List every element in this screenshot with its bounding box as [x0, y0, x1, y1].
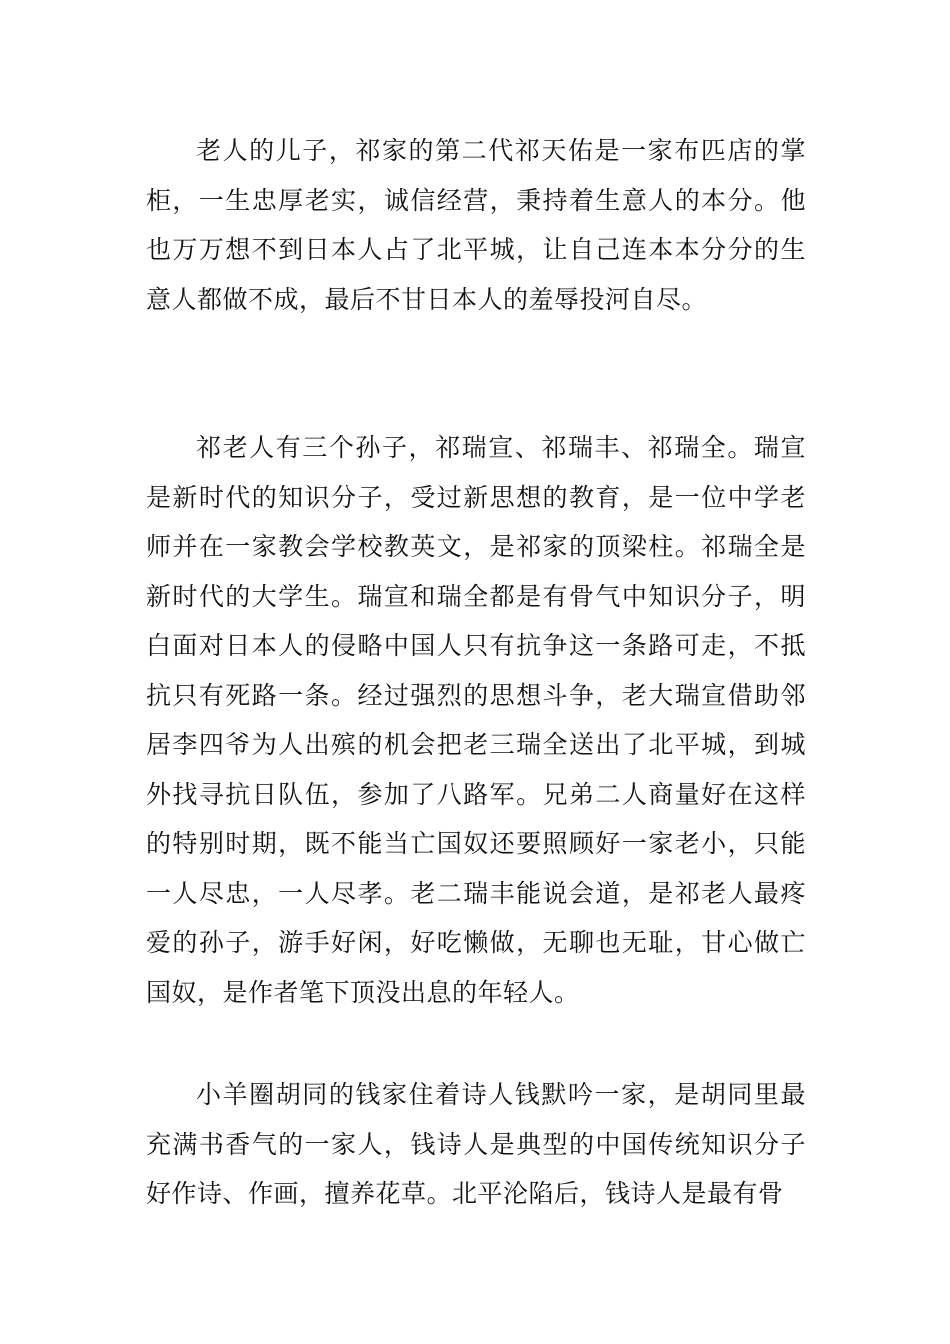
- paragraph-2: 祁老人有三个孙子，祁瑞宣、祁瑞丰、祁瑞全。瑞宣是新时代的知识分子，受过新思想的教育，是一位中学老师并在一家教会学校教英文，是祁家的顶梁柱。祁瑞全是新时代的大学生。瑞宣和瑞全都是有骨气中知识分子，明白面对日本人的侵略中国人只有抗争这一条路可走，不抵抗只有死路一条。经过强烈的思想斗争，老大瑞宣借助邻居李四爷为人出殡的机会把老三瑞全送出了北平城，到城外找寻抗日队伍，参加了八路军。兄弟二人商量好在这样的特别时期，既不能当亡国奴还要照顾好一家老小，只能一人尽忠，一人尽孝。老二瑞丰能说会道，是祁老人最疼爱的孙子，游手好闲，好吃懒做，无聊也无耻，甘心做亡国奴，是作者笔下顶没出息的年轻人。: [146, 433, 806, 1007]
- paragraph-3: 小羊圈胡同的钱家住着诗人钱默吟一家，是胡同里最充满书香气的一家人，钱诗人是典型的中国传统知识分子好作诗、作画，擅养花草。北平沦陷后，钱诗人是最有骨: [146, 1080, 806, 1208]
- paragraph-1: 老人的儿子，祁家的第二代祁天佑是一家布匹店的掌柜，一生忠厚老实，诚信经营，秉持着生意人的本分。他也万万想不到日本人占了北平城，让自己连本本分分的生意人都做不成，最后不甘日本人的羞辱投河自尽。: [146, 136, 806, 314]
